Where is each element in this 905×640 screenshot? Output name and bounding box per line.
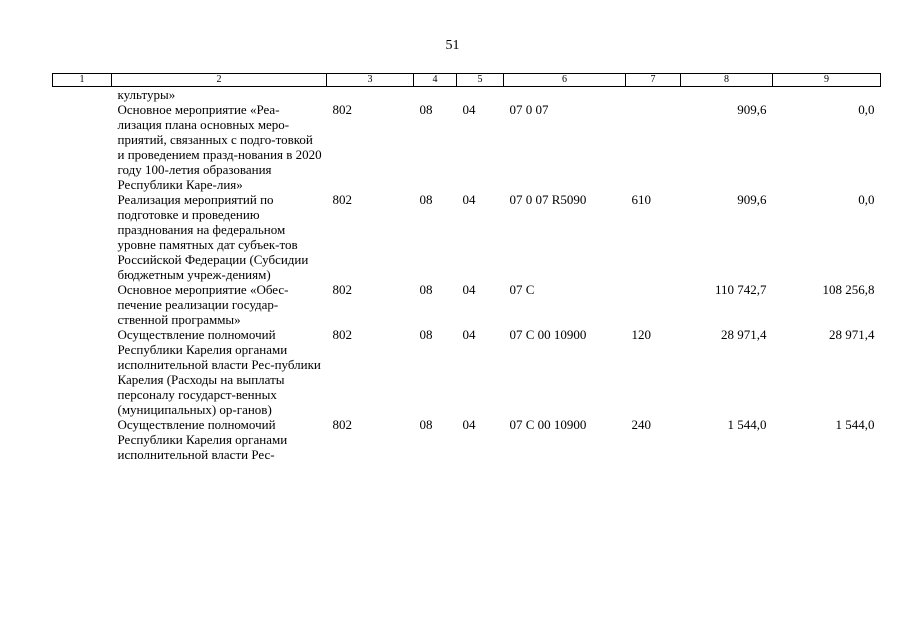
row-number-cell xyxy=(53,282,112,327)
amount-col-8: 1 544,0 xyxy=(727,417,767,432)
header-col-1: 1 xyxy=(53,74,112,87)
amount-col-8: 110 742,7 xyxy=(714,282,767,297)
grbs-code: 802 xyxy=(332,282,352,297)
amount-col-8: 28 971,4 xyxy=(721,327,767,342)
target-article-code: 07 С xyxy=(509,282,535,297)
grbs-code: 802 xyxy=(332,192,352,207)
grbs-code xyxy=(327,87,414,103)
section-code: 08 xyxy=(419,282,433,297)
subsection-code: 04 xyxy=(462,282,476,297)
header-col-4: 4 xyxy=(414,74,457,87)
expense-type-code: 240 xyxy=(631,417,651,432)
row-number-cell xyxy=(53,417,112,462)
expense-type-code: 120 xyxy=(631,327,651,342)
subsection-code: 04 xyxy=(462,327,476,342)
header-col-2: 2 xyxy=(112,74,327,87)
table-row xyxy=(53,102,881,192)
target-article-code: 07 0 07 xyxy=(509,102,549,117)
header-col-3: 3 xyxy=(327,74,414,87)
amount-col-9 xyxy=(773,87,881,103)
amount-col-9: 0,0 xyxy=(858,102,875,117)
header-col-7: 7 xyxy=(626,74,681,87)
row-number-cell xyxy=(53,192,112,282)
grbs-code: 802 xyxy=(332,102,352,117)
table-row xyxy=(53,417,881,462)
amount-col-9: 28 971,4 xyxy=(829,327,875,342)
table-row xyxy=(53,192,881,282)
item-name: Реализация мероприятий по подготовке и проведению празднования на федеральном уровне памятных дат субъек-тов Российской Федерации (Субсидии бюджетным учреж-дениям) xyxy=(117,192,309,282)
expense-type-code xyxy=(626,282,681,327)
amount-col-9: 1 544,0 xyxy=(835,417,875,432)
table-header xyxy=(53,74,881,87)
header-col-8: 8 xyxy=(681,74,773,87)
target-article-code: 07 0 07 R5090 xyxy=(509,192,587,207)
item-name: культуры» xyxy=(117,87,176,102)
table-row xyxy=(53,282,881,327)
amount-col-8: 909,6 xyxy=(737,192,767,207)
expense-type-code xyxy=(626,87,681,103)
row-number-cell xyxy=(53,87,112,103)
amount-col-9: 0,0 xyxy=(858,192,875,207)
header-col-9: 9 xyxy=(773,74,881,87)
table-row xyxy=(53,87,881,103)
target-article-code xyxy=(504,87,626,103)
target-article-code: 07 С 00 10900 xyxy=(509,327,587,342)
section-code xyxy=(414,87,457,103)
header-col-5: 5 xyxy=(457,74,504,87)
subsection-code: 04 xyxy=(462,192,476,207)
section-code: 08 xyxy=(419,102,433,117)
grbs-code: 802 xyxy=(332,417,352,432)
section-code: 08 xyxy=(419,417,433,432)
grbs-code: 802 xyxy=(332,327,352,342)
subsection-code: 04 xyxy=(462,417,476,432)
row-number-cell xyxy=(53,102,112,192)
section-code: 08 xyxy=(419,327,433,342)
header-col-6: 6 xyxy=(504,74,626,87)
amount-col-9: 108 256,8 xyxy=(822,282,875,297)
row-number-cell xyxy=(53,327,112,417)
page-number: 51 xyxy=(445,38,460,53)
item-name: Осуществление полномочий Республики Карелия органами исполнительной власти Рес- xyxy=(117,417,288,462)
item-name: Основное мероприятие «Обес-печение реализации государ-ственной программы» xyxy=(117,282,289,327)
amount-col-8 xyxy=(681,87,773,103)
header-row xyxy=(53,74,881,87)
item-name: Осуществление полномочий Республики Карелия органами исполнительной власти Рес-публики Карелия (Расходы на выплаты персоналу государст-венных (муниципальных) ор-ганов) xyxy=(117,327,321,417)
subsection-code: 04 xyxy=(462,102,476,117)
budget-table xyxy=(52,73,881,462)
section-code: 08 xyxy=(419,192,433,207)
item-name: Основное мероприятие «Реа-лизация плана основных меро-приятий, связанных с подго-товкой и проведением празд-нования в 2020 году 100-летия образования Республики Каре-лия» xyxy=(117,102,322,192)
table-row xyxy=(53,327,881,417)
subsection-code xyxy=(457,87,504,103)
target-article-code: 07 С 00 10900 xyxy=(509,417,587,432)
amount-col-8: 909,6 xyxy=(737,102,767,117)
expense-type-code: 610 xyxy=(631,192,651,207)
expense-type-code xyxy=(626,102,681,192)
